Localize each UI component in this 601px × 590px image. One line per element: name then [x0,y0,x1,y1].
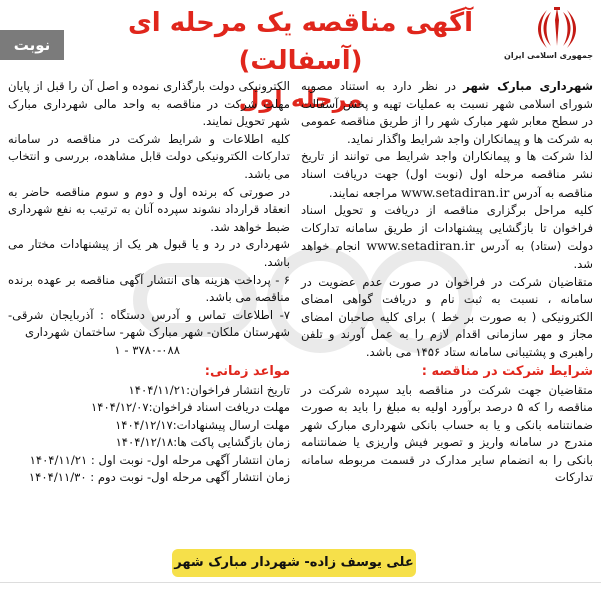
conditions-paragraph: متقاضیان جهت شرکت در مناقصه باید سپرده شرکت در مناقصه را که ۵ درصد برآورد اولیه به مبلغ را باید به صورت ضمانتنامه بانکی و یا به حساب بانکی شهرداری مبارک شهر مندرج در سامانه واریز و تصویر فیش واریزی یا ضمانتنامه بانکی را به انضمام سایر مدارک در قسمت مربوطه سامانه تدارکات [301,382,593,485]
setadiran-link-2[interactable]: www.setadiran.ir [366,238,475,254]
forfeit-paragraph: در صورتی که برنده اول و دوم و سوم مناقصه حاضر به انعقاد قرارداد نشوند سپرده آنان به ترتیب به نفع شهرداری ضبط خواهد شد. [8,184,290,234]
dates-heading: مواعد زمانی: [204,363,290,379]
date-item: زمان انتشار آگهی مرحله اول- نوبت دوم : ۱۴۰۴/۱۱/۳۰ [28,470,290,485]
bottom-divider [0,582,601,583]
process-text: کلیه مراحل برگزاری مناقصه از دریافت و تحویل اسناد فراخوان تا بازگشایی پیشنهادات از طریق سامانه تدارکات دولت (ستاد) به آدرس [301,203,594,254]
process-paragraph [301,202,593,273]
contact-paragraph: ۷- اطلاعات تماس و آدرس دستگاه : آذربایجان شرقی- شهرستان ملکان- شهر مبارک شهر- ساختمان شهرداری [8,307,290,340]
documents-paragraph [301,148,593,202]
right-column [301,78,593,487]
documents-text: لذا شرکت ها و پیمانکاران واجد شرایط می توانند از تاریخ نشر مناقصه مرحله اول (نوبت اول) جهت دریافت اسناد مناقصه به آدرس [301,149,593,200]
intro-text: در نظر دارد به استناد مصوبه شورای اسلامی شهر نسبت به عملیات تهیه و پخش آسفالت در سطح معابر شهر مبارک شهر را از طریق مناقصه عمومی به شرکت ها و پیمانکاران واجد شرایط واگذار نماید. [301,79,593,146]
documents-text-end: مراجعه نمایند. [328,185,401,200]
date-item: تاریخ انتشار فراخوان:۱۴۰۴/۱۱/۲۱ [128,382,290,397]
municipality-name: شهرداری مبارک شهر [463,79,593,93]
costs-paragraph: ۶ - پرداخت هزینه های انتشار آگهی مناقصه بر عهده برنده مناقصه می باشد. [8,272,290,305]
info-paragraph: کلیه اطلاعات و شرایط شرکت در مناقصه در سامانه تدارکات الکترونیکی دولت قابل مشاهده، بررسی و انتخاب می باشد. [8,131,290,181]
process-text-end: انجام خواهد شد. [301,239,593,271]
registration-paragraph: متقاضیان شرکت در فراخوان در صورت عدم عضویت در سامانه ، نسبت به ثبت نام و دریافت گواهی امضای الکترونیکی ( به صورت بر خط ) برای کلیه صاحبان امضای مجاز و مهر سازمانی اقدام لازم را به عمل آورند و تلفن راهبری و پشتیبانی سامانه ستاد ۱۴۵۶ می باشد. [301,274,593,359]
title-line-1: آگهی مناقصه یک مرحله ای (آسفالت) [127,8,474,76]
date-item: زمان انتشار آگهی مرحله اول- نوبت اول : ۱۴۰۴/۱۱/۲۱ [29,452,290,467]
setadiran-link[interactable]: www.setadiran.ir [401,184,510,200]
conditions-heading: شرایط شرکت در مناقصه : [421,363,593,379]
rejection-paragraph: شهرداری در رد و یا قبول هر یک از پیشنهادات مختار می باشد. [8,237,290,269]
dates-list [8,382,290,488]
phone-number: ۳۷۸۰-۰۸۸ - ۱ [114,342,180,357]
intro-paragraph [301,78,593,148]
emblem-block [504,6,593,66]
date-item: زمان بازگشایی پاکت ها:۱۴۰۴/۱۲/۱۸ [115,435,290,450]
deposit-paragraph: الکترونیکی دولت بارگذاری نموده و اصل آن را قبل از پایان مهلت شرکت در مناقصه به واحد مالی شهرداری مبارک شهر تحویل نمایند. [8,79,290,129]
date-item: مهلت ارسال پیشنهادات:۱۴۰۴/۱۲/۱۷ [115,417,290,432]
emblem-caption: جمهوری اسلامی ایران [504,51,593,60]
date-item: مهلت دریافت اسناد فراخوان:۱۴۰۴/۱۲/۰۷ [90,400,290,415]
title-line-2: مرحله اول [238,85,363,113]
mayor-signature: علی یوسف زاده- شهردار مبارک شهر [172,549,416,577]
iran-emblem-icon [537,6,577,50]
round-badge: نوبت دوم [0,30,64,60]
left-column [8,78,290,487]
